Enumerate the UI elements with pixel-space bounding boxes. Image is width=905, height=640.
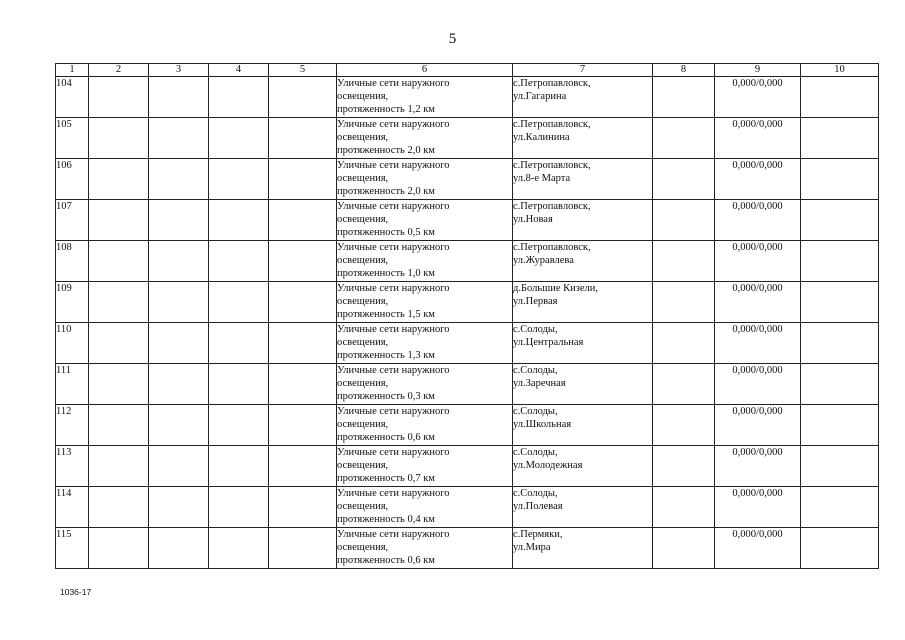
location-cell (513, 323, 653, 364)
empty-cell (653, 323, 715, 364)
empty-cell (209, 118, 269, 159)
location-line: с.Солоды, (513, 488, 558, 499)
empty-cell (269, 487, 337, 528)
empty-cell (269, 241, 337, 282)
empty-cell (269, 200, 337, 241)
location-line: ул.Калинина (513, 132, 570, 143)
empty-cell (269, 323, 337, 364)
col-header: 9 (715, 64, 801, 77)
value-cell: 0,000/0,000 (715, 200, 801, 241)
col-header: 7 (513, 64, 653, 77)
empty-cell (801, 487, 879, 528)
row-number: 105 (56, 118, 89, 159)
location-cell (513, 446, 653, 487)
row-number: 106 (56, 159, 89, 200)
value-cell: 0,000/0,000 (715, 364, 801, 405)
object-name-cell (337, 200, 513, 241)
row-number: 112 (56, 405, 89, 446)
col-header: 3 (149, 64, 209, 77)
value-cell: 0,000/0,000 (715, 528, 801, 569)
table-row (56, 528, 879, 569)
empty-cell (89, 487, 149, 528)
empty-cell (653, 200, 715, 241)
empty-cell (149, 282, 209, 323)
empty-cell (269, 446, 337, 487)
col-header: 5 (269, 64, 337, 77)
object-name-line: освещения, (337, 214, 389, 225)
location-line: ул.Центральная (513, 337, 584, 348)
empty-cell (801, 282, 879, 323)
empty-cell (653, 77, 715, 118)
location-line: ул.Гагарина (513, 91, 567, 102)
row-number: 107 (56, 200, 89, 241)
location-line: ул.Заречная (513, 378, 566, 389)
empty-cell (149, 405, 209, 446)
empty-cell (89, 118, 149, 159)
object-name-line: Уличные сети наружного (337, 529, 450, 540)
col-header: 2 (89, 64, 149, 77)
empty-cell (801, 241, 879, 282)
table-row (56, 323, 879, 364)
object-name-line: Уличные сети наружного (337, 406, 450, 417)
location-line: с.Солоды, (513, 447, 558, 458)
location-line: с.Солоды, (513, 324, 558, 335)
table-row (56, 77, 879, 118)
object-name-cell (337, 159, 513, 200)
object-name-line: Уличные сети наружного (337, 283, 450, 294)
empty-cell (801, 446, 879, 487)
empty-cell (269, 364, 337, 405)
location-cell (513, 405, 653, 446)
value-cell: 0,000/0,000 (715, 77, 801, 118)
table-row (56, 446, 879, 487)
empty-cell (801, 200, 879, 241)
empty-cell (89, 364, 149, 405)
empty-cell (89, 446, 149, 487)
empty-cell (149, 200, 209, 241)
location-line: с.Солоды, (513, 365, 558, 376)
object-name-line: протяженность 1,0 км (337, 268, 435, 279)
object-name-line: Уличные сети наружного (337, 324, 450, 335)
empty-cell (269, 159, 337, 200)
col-header: 1 (56, 64, 89, 77)
object-name-line: протяженность 2,0 км (337, 145, 435, 156)
object-name-line: Уличные сети наружного (337, 488, 450, 499)
table-row (56, 241, 879, 282)
value-cell: 0,000/0,000 (715, 159, 801, 200)
value-cell: 0,000/0,000 (715, 487, 801, 528)
location-cell (513, 282, 653, 323)
col-header: 6 (337, 64, 513, 77)
object-name-cell (337, 118, 513, 159)
empty-cell (149, 446, 209, 487)
empty-cell (653, 282, 715, 323)
object-name-line: Уличные сети наружного (337, 242, 450, 253)
location-line: д.Большие Кизели, (513, 283, 599, 294)
col-header: 10 (801, 64, 879, 77)
location-line: с.Петропавловск, (513, 78, 591, 89)
row-number: 114 (56, 487, 89, 528)
empty-cell (653, 487, 715, 528)
empty-cell (149, 487, 209, 528)
location-line: ул.Мира (513, 542, 551, 553)
empty-cell (89, 241, 149, 282)
empty-cell (209, 241, 269, 282)
object-name-line: протяженность 0,6 км (337, 555, 435, 566)
row-number: 110 (56, 323, 89, 364)
location-line: ул.Журавлева (513, 255, 574, 266)
page-number: 5 (448, 31, 457, 47)
object-name-cell (337, 364, 513, 405)
empty-cell (801, 364, 879, 405)
empty-cell (209, 405, 269, 446)
object-name-cell (337, 487, 513, 528)
header-row (56, 64, 879, 77)
location-line: ул.Полевая (513, 501, 563, 512)
object-name-cell (337, 77, 513, 118)
object-name-line: протяженность 1,5 км (337, 309, 435, 320)
table-row (56, 159, 879, 200)
empty-cell (269, 118, 337, 159)
empty-cell (89, 159, 149, 200)
object-name-line: Уличные сети наружного (337, 119, 450, 130)
empty-cell (269, 282, 337, 323)
empty-cell (653, 241, 715, 282)
table-row (56, 282, 879, 323)
location-cell (513, 159, 653, 200)
location-cell (513, 77, 653, 118)
value-cell: 0,000/0,000 (715, 405, 801, 446)
location-line: с.Петропавловск, (513, 160, 591, 171)
object-name-line: протяженность 0,3 км (337, 391, 435, 402)
table-row (56, 405, 879, 446)
location-cell (513, 487, 653, 528)
object-name-line: протяженность 0,5 км (337, 227, 435, 238)
object-name-cell (337, 323, 513, 364)
object-name-cell (337, 446, 513, 487)
object-name-line: Уличные сети наружного (337, 365, 450, 376)
value-cell: 0,000/0,000 (715, 241, 801, 282)
empty-cell (89, 528, 149, 569)
empty-cell (801, 405, 879, 446)
location-line: с.Пермяки, (513, 529, 563, 540)
table-row (56, 118, 879, 159)
location-line: ул.Школьная (513, 419, 572, 430)
document-code: 1036-17 (60, 587, 92, 597)
empty-cell (149, 159, 209, 200)
table-row (56, 364, 879, 405)
data-table (55, 63, 879, 569)
object-name-line: освещения, (337, 255, 389, 266)
empty-cell (209, 364, 269, 405)
empty-cell (653, 364, 715, 405)
empty-cell (149, 528, 209, 569)
empty-cell (89, 282, 149, 323)
empty-cell (209, 528, 269, 569)
empty-cell (89, 77, 149, 118)
location-line: с.Петропавловск, (513, 201, 591, 212)
location-line: с.Петропавловск, (513, 242, 591, 253)
empty-cell (89, 200, 149, 241)
empty-cell (801, 159, 879, 200)
empty-cell (653, 118, 715, 159)
empty-cell (653, 446, 715, 487)
empty-cell (209, 446, 269, 487)
table-row (56, 487, 879, 528)
empty-cell (653, 405, 715, 446)
object-name-line: освещения, (337, 378, 389, 389)
location-line: ул.8-е Марта (513, 173, 571, 184)
object-name-line: освещения, (337, 542, 389, 553)
row-number: 115 (56, 528, 89, 569)
empty-cell (801, 77, 879, 118)
object-name-cell (337, 241, 513, 282)
empty-cell (149, 118, 209, 159)
empty-cell (149, 241, 209, 282)
empty-cell (653, 159, 715, 200)
object-name-line: освещения, (337, 173, 389, 184)
empty-cell (149, 77, 209, 118)
empty-cell (209, 77, 269, 118)
col-header: 8 (653, 64, 715, 77)
object-name-line: Уличные сети наружного (337, 160, 450, 171)
empty-cell (269, 77, 337, 118)
empty-cell (801, 528, 879, 569)
object-name-line: освещения, (337, 419, 389, 430)
empty-cell (89, 323, 149, 364)
empty-cell (89, 405, 149, 446)
object-name-cell (337, 528, 513, 569)
value-cell: 0,000/0,000 (715, 323, 801, 364)
object-name-line: освещения, (337, 501, 389, 512)
empty-cell (209, 323, 269, 364)
object-name-line: освещения, (337, 337, 389, 348)
empty-cell (801, 118, 879, 159)
location-cell (513, 528, 653, 569)
empty-cell (149, 323, 209, 364)
empty-cell (209, 159, 269, 200)
object-name-line: протяженность 0,4 км (337, 514, 435, 525)
location-cell (513, 118, 653, 159)
location-line: ул.Новая (513, 214, 553, 225)
empty-cell (209, 200, 269, 241)
object-name-line: протяженность 0,6 км (337, 432, 435, 443)
object-name-line: освещения, (337, 91, 389, 102)
object-name-line: протяженность 0,7 км (337, 473, 435, 484)
object-name-line: Уличные сети наружного (337, 201, 450, 212)
object-name-line: Уличные сети наружного (337, 447, 450, 458)
object-name-line: протяженность 2,0 км (337, 186, 435, 197)
object-name-line: освещения, (337, 296, 389, 307)
empty-cell (209, 282, 269, 323)
row-number: 111 (56, 364, 89, 405)
empty-cell (149, 364, 209, 405)
value-cell: 0,000/0,000 (715, 118, 801, 159)
empty-cell (269, 528, 337, 569)
location-cell (513, 241, 653, 282)
object-name-line: освещения, (337, 132, 389, 143)
location-line: ул.Молодежная (513, 460, 583, 471)
object-name-line: протяженность 1,2 км (337, 104, 435, 115)
empty-cell (209, 487, 269, 528)
location-cell (513, 200, 653, 241)
empty-cell (269, 405, 337, 446)
location-cell (513, 364, 653, 405)
object-name-cell (337, 282, 513, 323)
object-name-line: Уличные сети наружного (337, 78, 450, 89)
row-number: 104 (56, 77, 89, 118)
location-line: ул.Первая (513, 296, 558, 307)
object-name-cell (337, 405, 513, 446)
row-number: 113 (56, 446, 89, 487)
empty-cell (801, 323, 879, 364)
value-cell: 0,000/0,000 (715, 282, 801, 323)
empty-cell (653, 528, 715, 569)
location-line: с.Петропавловск, (513, 119, 591, 130)
object-name-line: протяженность 1,3 км (337, 350, 435, 361)
table-row (56, 200, 879, 241)
row-number: 108 (56, 241, 89, 282)
row-number: 109 (56, 282, 89, 323)
value-cell: 0,000/0,000 (715, 446, 801, 487)
location-line: с.Солоды, (513, 406, 558, 417)
col-header: 4 (209, 64, 269, 77)
object-name-line: освещения, (337, 460, 389, 471)
